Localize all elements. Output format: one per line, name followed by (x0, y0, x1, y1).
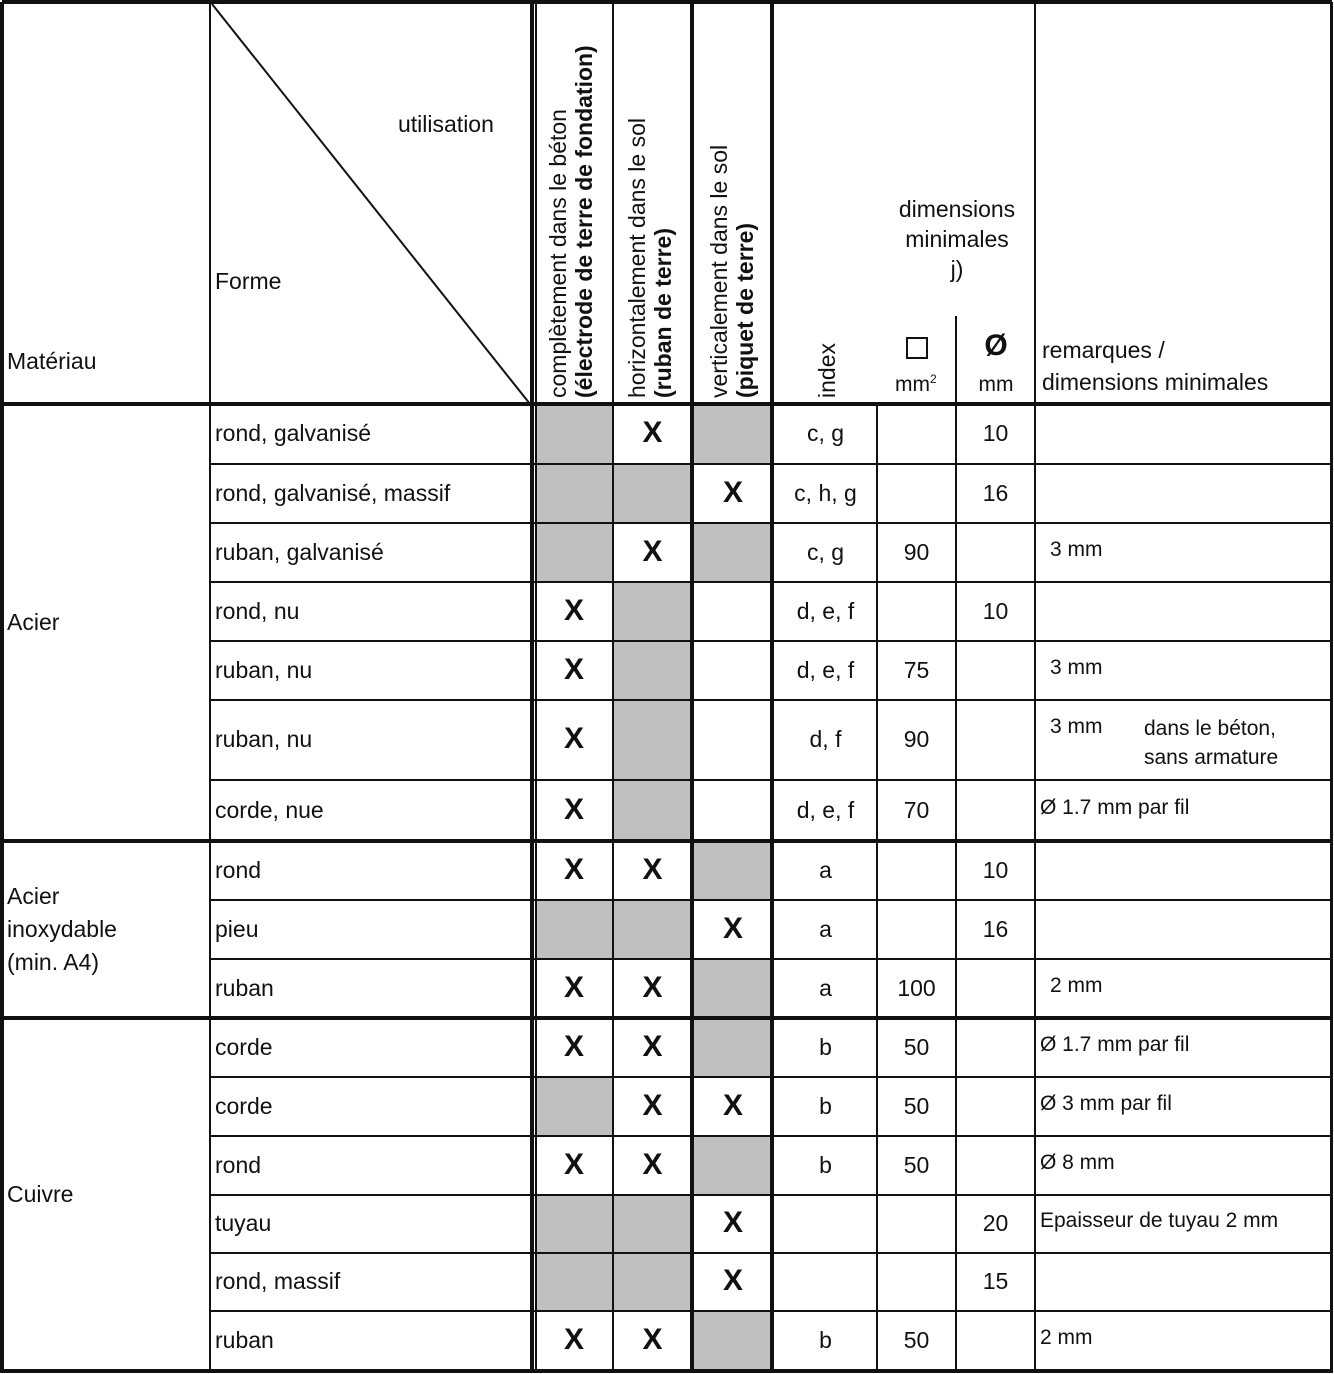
shaded-cell (535, 523, 613, 582)
material-cell (7, 880, 117, 979)
x-mark: X (642, 852, 663, 886)
diameter-cell: 16 (982, 479, 1009, 506)
square-section-cell: 50 (903, 1151, 930, 1178)
diameter-cell: 10 (982, 856, 1009, 883)
forme-cell: rond, galvanisé (215, 420, 371, 446)
index-cell: b (819, 1151, 832, 1178)
forme-cell: rond, massif (215, 1268, 341, 1294)
shaded-cell (535, 900, 613, 959)
index-cell: b (819, 1326, 832, 1353)
vertical-rule (955, 316, 957, 1373)
forme-cell: ruban, galvanisé (215, 538, 384, 565)
forme-cell: rond, nu (215, 597, 300, 624)
diameter-cell: 20 (982, 1210, 1009, 1236)
diameter-cell: 15 (982, 1268, 1009, 1294)
material-name-line: Acier (7, 609, 60, 635)
shaded-cell (694, 523, 772, 582)
header-col-vertical: verticalement dans le sol (piquet de terre) (706, 144, 759, 398)
x-mark: X (722, 1088, 743, 1122)
shaded-cell (613, 700, 692, 780)
x-mark: X (722, 911, 743, 945)
material-name-line: (min. A4) (7, 949, 100, 975)
remark-cell: 2 mm (1050, 973, 1103, 997)
x-mark: X (563, 722, 584, 755)
remark-cell: 3 mm (1050, 715, 1103, 738)
diameter-cell: 10 (982, 420, 1009, 446)
x-mark: X (722, 1264, 743, 1297)
index-cell: b (819, 1092, 832, 1119)
forme-cell: ruban (215, 974, 274, 1001)
remark-cell: 3 mm (1050, 537, 1103, 561)
remark-cell: Epaisseur de tuyau 2 mm (1040, 1209, 1279, 1232)
square-section-cell: 75 (903, 656, 930, 683)
vertical-rule (1330, 2, 1333, 1373)
x-mark: X (642, 1029, 663, 1063)
x-mark: X (563, 1322, 584, 1356)
forme-cell: corde (215, 1092, 273, 1119)
x-mark: X (563, 1029, 584, 1063)
remark-extra-cell: dans le béton, sans armature (1144, 717, 1279, 769)
x-mark: X (563, 852, 584, 886)
index-cell: d, e, f (796, 656, 855, 683)
square-section-cell: 90 (903, 538, 930, 565)
vertical-rule (612, 2, 614, 1373)
vertical-rule (770, 2, 774, 1373)
material-name-line: Cuivre (7, 1180, 74, 1207)
remark-cell: Ø 1.7 mm par fil (1040, 795, 1190, 819)
forme-cell: pieu (215, 915, 259, 942)
remark-cell: Ø 1.7 mm par fil (1040, 1032, 1190, 1056)
forme-cell: ruban, nu (215, 656, 313, 683)
index-cell: d, e, f (796, 597, 855, 624)
shaded-cell (613, 582, 692, 641)
shaded-cell (535, 1077, 613, 1136)
horizontal-rule (2, 1369, 1332, 1373)
vertical-rule (876, 404, 878, 1373)
x-mark: X (642, 534, 663, 568)
header-utilisation: utilisation (398, 111, 494, 137)
remark-cell: 2 mm (1040, 1325, 1093, 1349)
forme-cell: rond (215, 856, 262, 883)
x-mark: X (563, 970, 584, 1004)
vertical-rule (1034, 2, 1036, 1373)
shaded-cell (535, 1253, 613, 1311)
header-materiau: Matériau (7, 348, 97, 374)
header-square-unit: $mm^2$ (895, 372, 937, 396)
header-col-index: index (814, 343, 840, 398)
index-cell: d, e, f (796, 796, 855, 823)
index-cell: a (819, 915, 832, 942)
vertical-rule (690, 2, 694, 1373)
index-cell: a (819, 856, 832, 883)
vertical-rule (535, 2, 537, 1373)
header-dimensions: dimensions minimales j) (898, 196, 1016, 282)
forme-cell: tuyau (215, 1210, 272, 1236)
square-section-cell: 70 (903, 796, 930, 823)
header-col-beton: complètement dans le béton (électrode de terre de fondation) (545, 45, 598, 398)
shaded-cell (694, 959, 772, 1018)
shaded-cell (613, 464, 692, 523)
remark-cell: Ø 3 mm par fil (1040, 1091, 1172, 1115)
vertical-rule (0, 2, 4, 1373)
shaded-cell (613, 780, 692, 841)
vertical-rule (530, 2, 534, 1373)
x-mark: X (563, 1147, 584, 1181)
horizontal-rule (2, 0, 1332, 4)
forme-cell: ruban, nu (215, 726, 313, 752)
forme-cell: rond, galvanisé, massif (215, 479, 451, 506)
shaded-cell (694, 1018, 772, 1077)
x-mark: X (642, 1322, 663, 1356)
x-mark: X (642, 416, 663, 449)
header-forme: Forme (215, 268, 282, 294)
shaded-cell (694, 404, 772, 464)
shaded-cell (613, 1253, 692, 1311)
horizontal-rule (2, 402, 1332, 406)
forme-cell: corde (215, 1033, 273, 1060)
shaded-cell (535, 464, 613, 523)
header-diameter-unit: mm (978, 373, 1014, 396)
shaded-cell (694, 1136, 772, 1195)
index-cell: a (819, 974, 832, 1001)
diameter-cell: 16 (982, 915, 1009, 942)
remark-cell: Ø 8 mm (1040, 1150, 1115, 1174)
square-section-cell: 50 (903, 1326, 930, 1353)
forme-cell: rond (215, 1151, 262, 1178)
x-mark: X (722, 1206, 743, 1239)
x-mark: X (563, 593, 584, 627)
material-cell (7, 1178, 73, 1211)
shaded-cell (694, 841, 772, 900)
square-section-icon (906, 337, 928, 359)
index-cell: c, g (806, 420, 845, 446)
x-mark: X (722, 475, 743, 509)
header-col-horizontal: horizontalement dans le sol (ruban de terre) (624, 118, 677, 398)
material-name-line: inoxydable (7, 916, 117, 942)
vertical-rule (209, 2, 211, 1373)
index-cell: c, h, g (794, 479, 857, 506)
index-cell: d, f (809, 726, 842, 752)
square-section-cell: 100 (897, 974, 936, 1001)
shaded-cell (694, 1311, 772, 1370)
square-section-cell: 90 (903, 726, 930, 752)
x-mark: X (642, 1088, 663, 1122)
material-name-line: Acier (7, 883, 60, 909)
shaded-cell (613, 1195, 692, 1253)
diameter-cell: 10 (982, 597, 1009, 624)
forme-cell: corde, nue (215, 796, 324, 823)
horizontal-rule (2, 839, 1332, 843)
material-cell (7, 606, 59, 639)
x-mark: X (642, 970, 663, 1004)
horizontal-rule (2, 1016, 1332, 1020)
x-mark: X (563, 792, 584, 826)
header-remarks: remarques / dimensions minimales (1042, 337, 1269, 395)
square-section-cell: 50 (903, 1033, 930, 1060)
forme-cell: ruban (215, 1326, 274, 1353)
index-cell: b (819, 1033, 832, 1060)
shaded-cell (613, 641, 692, 700)
shaded-cell (613, 900, 692, 959)
square-section-cell: 50 (903, 1092, 930, 1119)
remark-cell: 3 mm (1050, 655, 1103, 679)
shaded-cell (535, 404, 613, 464)
x-mark: X (642, 1147, 663, 1181)
x-mark: X (563, 652, 584, 686)
index-cell: c, g (806, 538, 845, 565)
shaded-cell (535, 1195, 613, 1253)
diameter-icon: Ø (984, 329, 1008, 362)
